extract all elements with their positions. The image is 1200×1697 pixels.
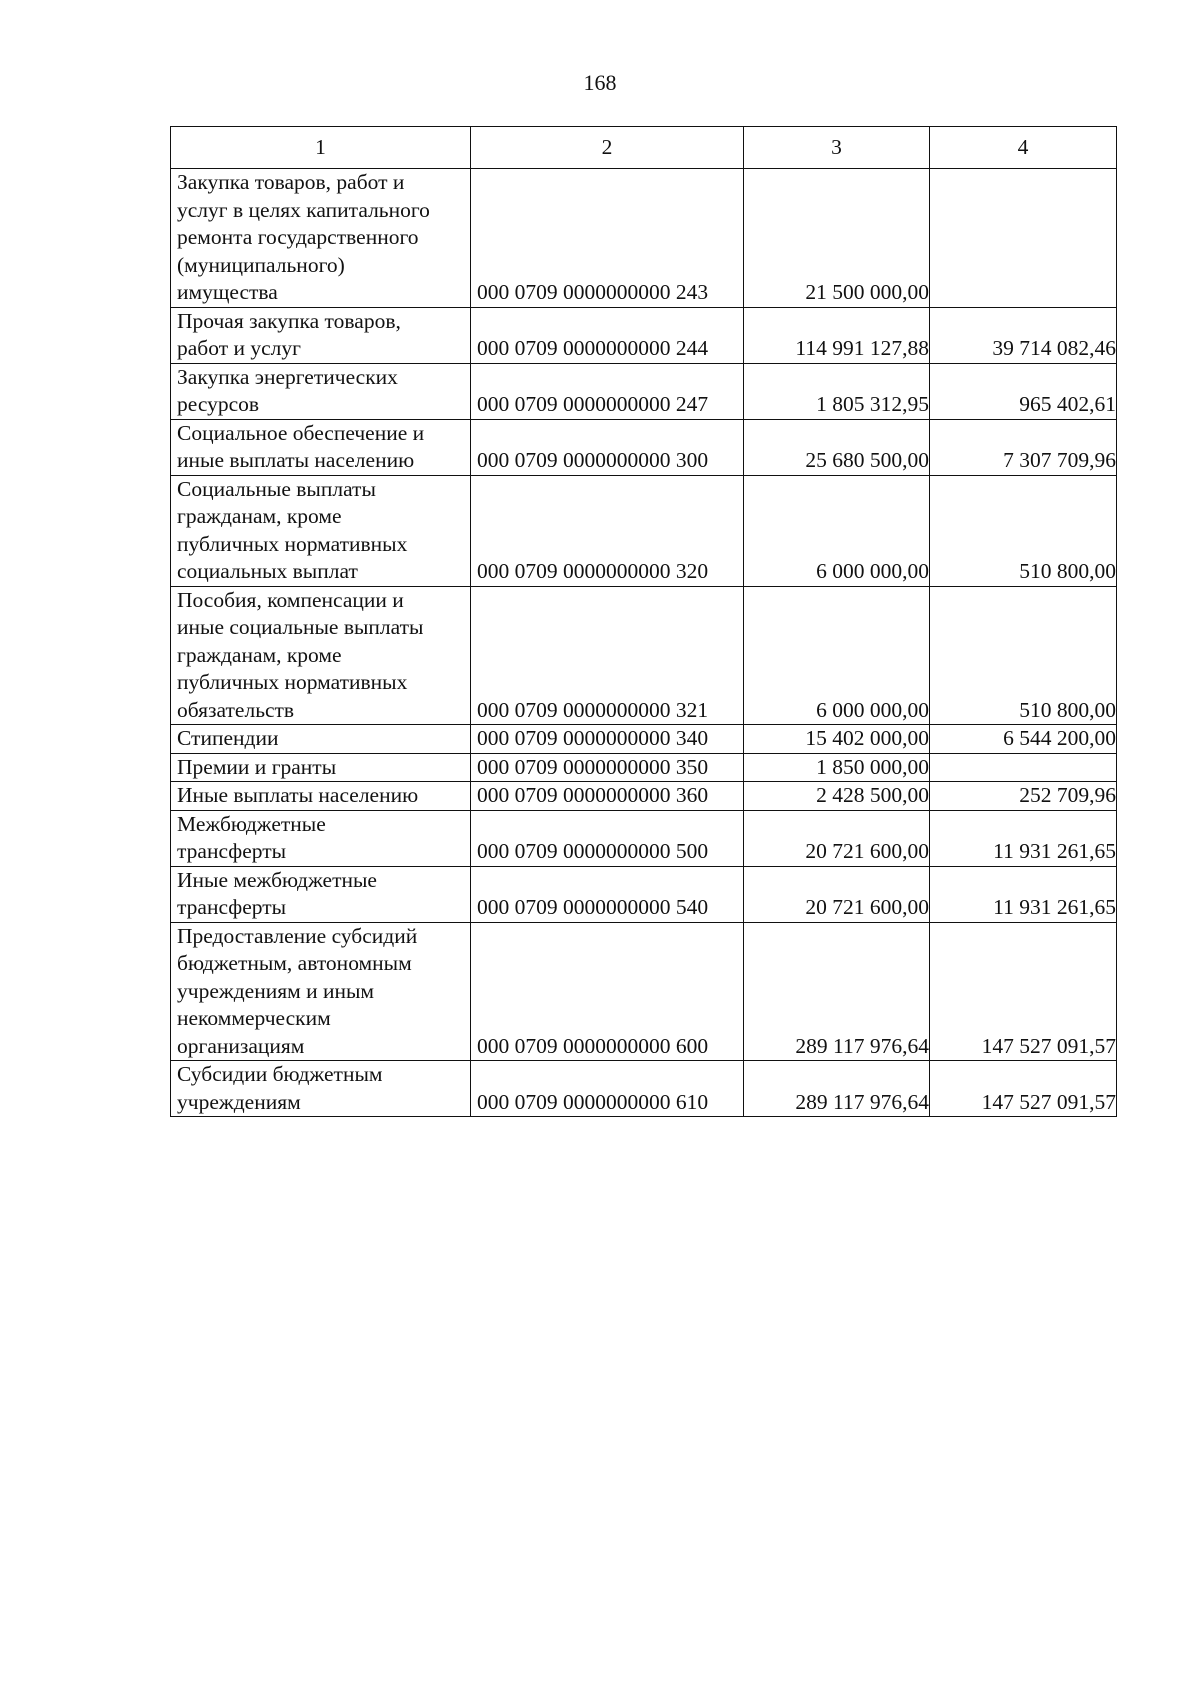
row-code-cell: 000 0709 0000000000 350: [471, 753, 744, 782]
row-code-cell: 000 0709 0000000000 600: [471, 922, 744, 1061]
row-name-cell: Прочая закупка товаров, работ и услуг: [171, 307, 471, 363]
row-code-cell: 000 0709 0000000000 320: [471, 475, 744, 586]
column-header-3: 3: [744, 127, 930, 169]
table-row: [171, 307, 1117, 363]
row-actual-cell: 7 307 709,96: [930, 419, 1117, 475]
row-code-cell: 000 0709 0000000000 500: [471, 810, 744, 866]
row-plan-cell: 20 721 600,00: [744, 866, 930, 922]
row-name-cell: Иные выплаты населению: [171, 782, 471, 811]
table-row: [171, 866, 1117, 922]
row-name-cell: Пособия, компенсации и иные социальные выплаты гражданам, кроме публичных нормативных обязательств: [171, 586, 471, 725]
row-actual-cell: 965 402,61: [930, 363, 1117, 419]
column-header-4: 4: [930, 127, 1117, 169]
row-code-cell: 000 0709 0000000000 321: [471, 586, 744, 725]
row-code-cell: 000 0709 0000000000 540: [471, 866, 744, 922]
row-code-cell: 000 0709 0000000000 610: [471, 1061, 744, 1117]
row-code-cell: 000 0709 0000000000 360: [471, 782, 744, 811]
row-name-cell: Закупка товаров, работ и услуг в целях капитального ремонта государственного (муниципального) имущества: [171, 169, 471, 308]
row-code-cell: 000 0709 0000000000 300: [471, 419, 744, 475]
budget-table: [170, 126, 1117, 1117]
row-code-cell: 000 0709 0000000000 340: [471, 725, 744, 754]
row-actual-cell: [930, 753, 1117, 782]
row-plan-cell: 289 117 976,64: [744, 1061, 930, 1117]
row-name-cell: Социальные выплаты гражданам, кроме публичных нормативных социальных выплат: [171, 475, 471, 586]
table-row: [171, 363, 1117, 419]
row-actual-cell: 510 800,00: [930, 586, 1117, 725]
row-plan-cell: 2 428 500,00: [744, 782, 930, 811]
row-plan-cell: 1 850 000,00: [744, 753, 930, 782]
table-row: [171, 475, 1117, 586]
row-plan-cell: 6 000 000,00: [744, 586, 930, 725]
row-actual-cell: 11 931 261,65: [930, 810, 1117, 866]
table-row: [171, 169, 1117, 308]
row-plan-cell: 15 402 000,00: [744, 725, 930, 754]
row-name-cell: Социальное обеспечение и иные выплаты населению: [171, 419, 471, 475]
column-header-2: 2: [471, 127, 744, 169]
table-row: [171, 725, 1117, 754]
row-code-cell: 000 0709 0000000000 243: [471, 169, 744, 308]
row-code-cell: 000 0709 0000000000 247: [471, 363, 744, 419]
table-row: [171, 586, 1117, 725]
row-name-cell: Стипендии: [171, 725, 471, 754]
row-plan-cell: 1 805 312,95: [744, 363, 930, 419]
row-actual-cell: 11 931 261,65: [930, 866, 1117, 922]
table-row: [171, 782, 1117, 811]
row-plan-cell: 21 500 000,00: [744, 169, 930, 308]
page-number: 168: [583, 70, 617, 95]
row-actual-cell: 252 709,96: [930, 782, 1117, 811]
row-name-cell: Премии и гранты: [171, 753, 471, 782]
table-row: [171, 753, 1117, 782]
row-code-cell: 000 0709 0000000000 244: [471, 307, 744, 363]
table-header-row: [171, 127, 1117, 169]
row-actual-cell: 6 544 200,00: [930, 725, 1117, 754]
table-row: [171, 810, 1117, 866]
row-actual-cell: 39 714 082,46: [930, 307, 1117, 363]
row-plan-cell: 6 000 000,00: [744, 475, 930, 586]
row-name-cell: Предоставление субсидий бюджетным, автономным учреждениям и иным некоммерческим организациям: [171, 922, 471, 1061]
row-name-cell: Субсидии бюджетным учреждениям: [171, 1061, 471, 1117]
row-plan-cell: 289 117 976,64: [744, 922, 930, 1061]
row-name-cell: Межбюджетные трансферты: [171, 810, 471, 866]
table-row: [171, 922, 1117, 1061]
row-actual-cell: [930, 169, 1117, 308]
row-plan-cell: 25 680 500,00: [744, 419, 930, 475]
row-actual-cell: 510 800,00: [930, 475, 1117, 586]
row-plan-cell: 20 721 600,00: [744, 810, 930, 866]
row-actual-cell: 147 527 091,57: [930, 1061, 1117, 1117]
row-name-cell: Иные межбюджетные трансферты: [171, 866, 471, 922]
row-plan-cell: 114 991 127,88: [744, 307, 930, 363]
table-row: [171, 419, 1117, 475]
row-actual-cell: 147 527 091,57: [930, 922, 1117, 1061]
row-name-cell: Закупка энергетических ресурсов: [171, 363, 471, 419]
table-row: [171, 1061, 1117, 1117]
column-header-1: 1: [171, 127, 471, 169]
